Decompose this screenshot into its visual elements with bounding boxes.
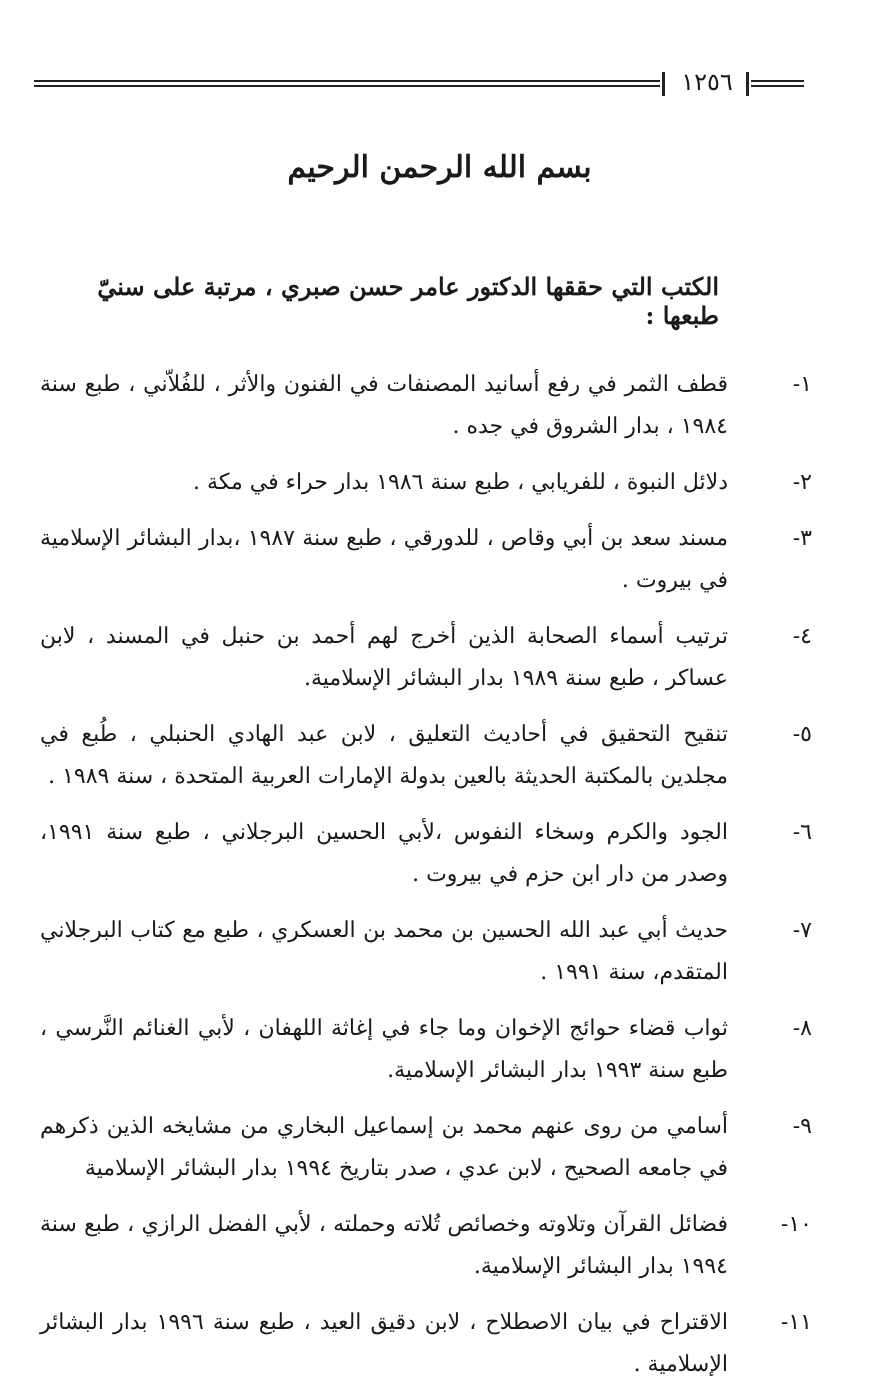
item-number: ٧- — [792, 918, 812, 943]
item-text: دلائل النبوة ، للفريابي ، طبع سنة ١٩٨٦ بدار حراء في مكة . — [193, 470, 728, 495]
header-rule-right — [751, 80, 804, 87]
item-text: ترتيب أسماء الصحابة الذين أخرج لهم أحمد بن حنبل في المسند ، لابن عساكر ، طبع سنة ١٩٨٩ بدار البشائر الإسلامية. — [40, 624, 728, 691]
item-text: الجود والكرم وسخاء النفوس ،لأبي الحسين البرجلاني ، طبع سنة ١٩٩١، وصدر من دار ابن حزم في بيروت . — [40, 820, 728, 887]
item-number: ١١- — [780, 1310, 812, 1335]
list-item — [40, 518, 812, 602]
page-header — [34, 70, 804, 100]
item-number: ٦- — [792, 820, 812, 845]
item-number: ٢- — [792, 470, 812, 495]
header-rule-bar — [746, 72, 749, 96]
item-text: مسند سعد بن أبي وقاص ، للدورقي ، طبع سنة ١٩٨٧ ،بدار البشائر الإسلامية في بيروت . — [40, 526, 728, 593]
list-item — [40, 1302, 812, 1386]
item-text: الاقتراح في بيان الاصطلاح ، لابن دقيق العيد ، طبع سنة ١٩٩٦ بدار البشائر الإسلامية . — [40, 1310, 728, 1377]
item-number: ٣- — [792, 526, 812, 551]
item-text: أسامي من روى عنهم محمد بن إسماعيل البخاري من مشايخه الذين ذكرهم في جامعه الصحيح ، لابن عدي ، صدر بتاريخ ١٩٩٤ بدار البشائر الإسلامية — [40, 1114, 728, 1181]
list-item — [40, 1204, 812, 1288]
list-item — [40, 714, 812, 798]
section-heading: الكتب التي حققها الدكتور عامر حسن صبري ، مرتبة على سنيّ طبعها : — [97, 272, 719, 330]
item-number: ١٠- — [780, 1212, 812, 1237]
item-number: ٤- — [792, 624, 812, 649]
basmala: بسم الله الرحمن الرحيم — [287, 150, 592, 185]
list-item — [40, 462, 812, 504]
book-list — [40, 364, 812, 1400]
list-item — [40, 910, 812, 994]
list-item — [40, 364, 812, 448]
item-text: فضائل القرآن وتلاوته وخصائص تُلاته وحملته ، لأبي الفضل الرازي ، طبع سنة ١٩٩٤ بدار البشائر الإسلامية. — [40, 1212, 728, 1279]
list-item — [40, 1008, 812, 1092]
item-text: ثواب قضاء حوائج الإخوان وما جاء في إغاثة اللهفان ، لأبي الغنائم النَّرسي ، طبع سنة ١٩٩٣ بدار البشائر الإسلامية. — [40, 1016, 728, 1083]
item-number: ٥- — [792, 722, 812, 747]
header-rule-bar — [662, 72, 665, 96]
page-number: ١٢٥٦ — [681, 68, 733, 96]
item-number: ٨- — [792, 1016, 812, 1041]
item-text: حديث أبي عبد الله الحسين بن محمد بن العسكري ، طبع مع كتاب البرجلاني المتقدم، سنة ١٩٩١ . — [40, 918, 728, 985]
list-item — [40, 616, 812, 700]
list-item — [40, 1106, 812, 1190]
item-number: ٩- — [792, 1114, 812, 1139]
header-rule-left — [34, 80, 660, 87]
list-item — [40, 812, 812, 896]
item-number: ١- — [792, 372, 812, 397]
item-text: قطف الثمر في رفع أسانيد المصنفات في الفنون والأثر ، للفُلاّني ، طبع سنة ١٩٨٤ ، بدار الشروق في جده . — [40, 372, 728, 439]
item-text: تنقيح التحقيق في أحاديث التعليق ، لابن عبد الهادي الحنبلي ، طُبع في مجلدين بالمكتبة الحديثة بالعين بدولة الإمارات العربية المتحدة ، سنة ١٩٨٩ . — [40, 722, 728, 789]
